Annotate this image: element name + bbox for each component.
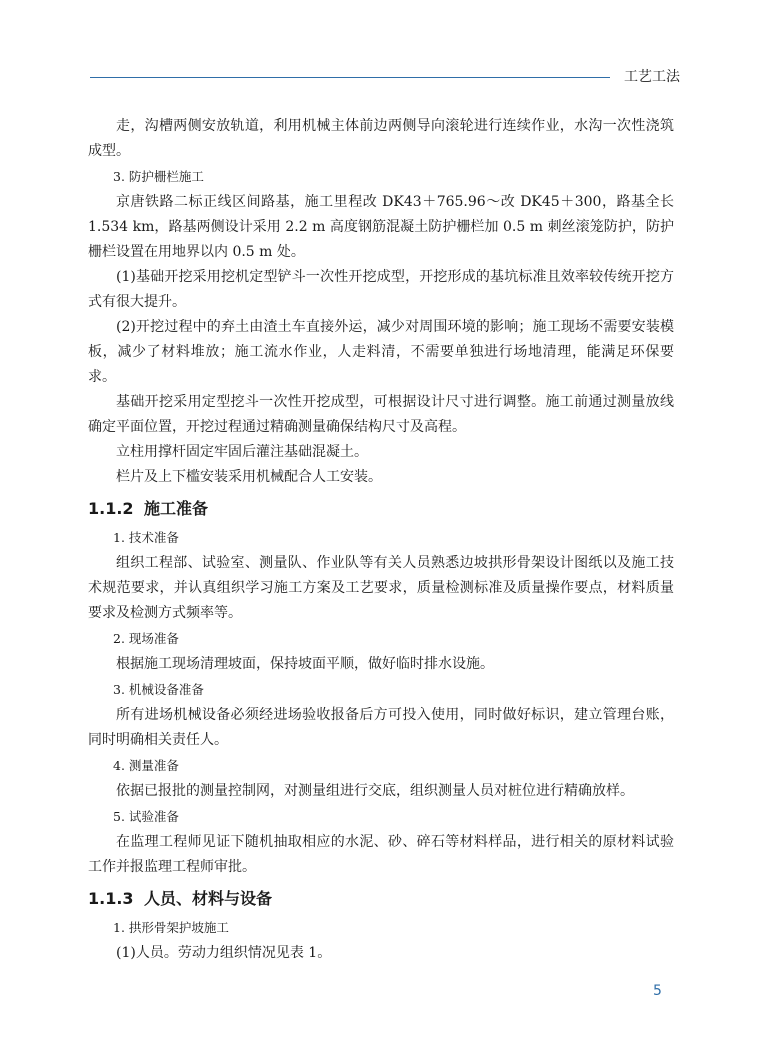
subheading: 4. 测量准备 xyxy=(113,758,179,773)
paragraph: 京唐铁路二标正线区间路基，施工里程改 DK43＋765.96～改 DK45＋300，路基全长1.534 km，路基两侧设计采用 2.2 m 高度钢筋混凝土防护栅栏加 0.5 m 刺丝滚笼防护，防护栅栏设置在用地界以内 0.5 m 处。 xyxy=(88,194,674,260)
paragraph: (1)人员。劳动力组织情况见表 1。 xyxy=(116,945,332,961)
section-title: 人员、材料与设备 xyxy=(144,889,273,908)
paragraph: 栏片及上下槛安装采用机械配合人工安装。 xyxy=(116,469,382,485)
paragraph: 基础开挖采用定型挖斗一次性开挖成型，可根据设计尺寸进行调整。施工前通过测量放线确定平面位置，开挖过程通过精确测量确保结构尺寸及高程。 xyxy=(88,394,674,435)
section-number: 1.1.2 xyxy=(88,499,134,518)
section-title: 施工准备 xyxy=(144,499,209,518)
subheading: 3. 防护栅栏施工 xyxy=(113,169,204,184)
section-heading-1-1-3 xyxy=(88,885,674,913)
section-heading-1-1-2 xyxy=(88,495,674,523)
header-rule xyxy=(90,77,610,78)
paragraph: 所有进场机械设备必须经进场验收报备后方可投入使用，同时做好标识，建立管理台账，同时明确相关责任人。 xyxy=(88,707,674,748)
paragraph: 组织工程部、试验室、测量队、作业队等有关人员熟悉边坡拱形骨架设计图纸以及施工技术规范要求，并认真组织学习施工方案及工艺要求，质量检测标准及质量操作要点，材料质量要求及检测方式频率等。 xyxy=(88,555,674,621)
running-title: 工艺工法 xyxy=(624,69,680,85)
paragraph: 依据已报批的测量控制网，对测量组进行交底，组织测量人员对桩位进行精确放样。 xyxy=(116,783,634,799)
subheading: 3. 机械设备准备 xyxy=(113,682,204,697)
paragraph: 立柱用撑杆固定牢固后灌注基础混凝土。 xyxy=(116,444,368,460)
subheading: 1. 技术准备 xyxy=(113,530,179,545)
subheading: 1. 拱形骨架护坡施工 xyxy=(113,920,229,935)
paragraph: 在监理工程师见证下随机抽取相应的水泥、砂、碎石等材料样品，进行相关的原材料试验工作并报监理工程师审批。 xyxy=(88,834,674,875)
page-number: 5 xyxy=(653,983,662,999)
paragraph: (2)开挖过程中的弃土由渣土车直接外运，减少对周围环境的影响；施工现场不需要安装模板，减少了材料堆放；施工流水作业，人走料清，不需要单独进行场地清理，能满足环保要求。 xyxy=(88,319,674,385)
body-text xyxy=(88,114,674,966)
paragraph: 走，沟槽两侧安放轨道，利用机械主体前边两侧导向滚轮进行连续作业，水沟一次性浇筑成型。 xyxy=(88,118,674,159)
subheading: 5. 试验准备 xyxy=(113,809,179,824)
paragraph: 根据施工现场清理坡面，保持坡面平顺，做好临时排水设施。 xyxy=(116,656,494,672)
section-number: 1.1.3 xyxy=(88,889,134,908)
subheading: 2. 现场准备 xyxy=(113,631,179,646)
paragraph: (1)基础开挖采用挖机定型铲斗一次性开挖成型，开挖形成的基坑标准且效率较传统开挖方式有很大提升。 xyxy=(88,269,674,310)
